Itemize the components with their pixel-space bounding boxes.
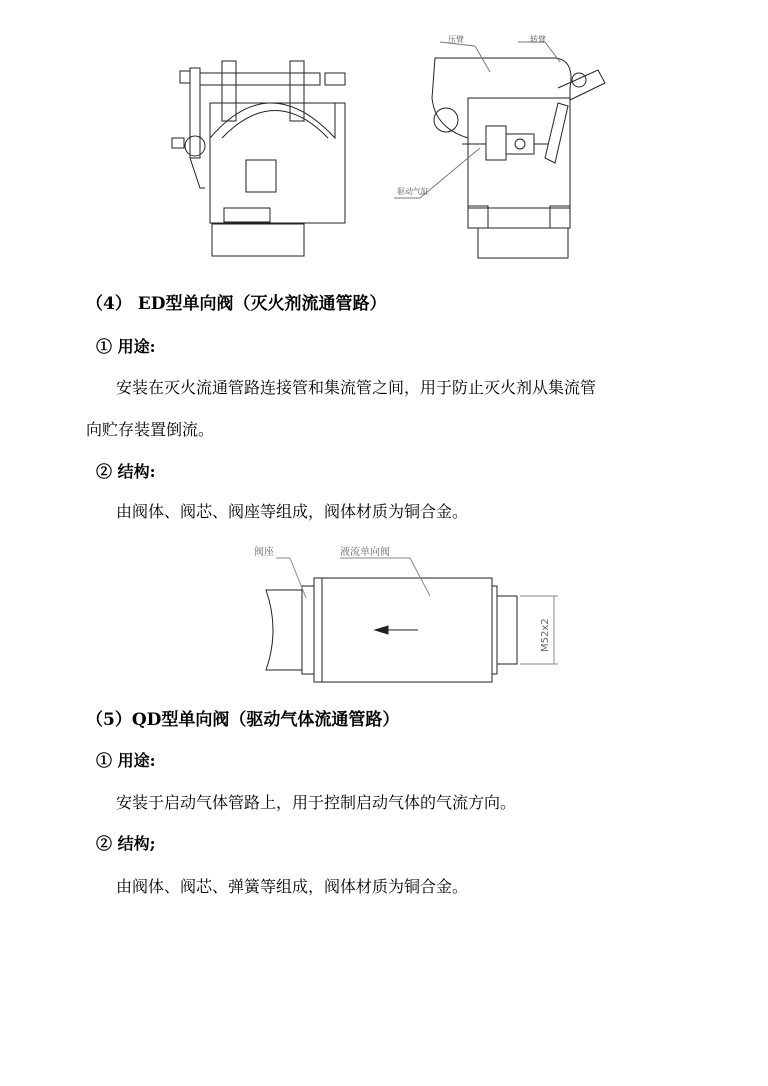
- section4-usage-line1: 安装在灭火流通管路连接管和集流管之间，用于防止灭火剂从集流管: [116, 378, 597, 397]
- section5-heading: （5）QD型单向阀（驱动气体流通管路）: [86, 710, 400, 730]
- valve-side-view: [432, 58, 605, 258]
- check-valve-drawing: [240, 540, 570, 690]
- section4-structure-title: ② 结构:: [96, 462, 156, 481]
- section5-usage-title: ① 用途:: [96, 751, 156, 770]
- label-thread: M52x2: [540, 618, 551, 652]
- section4-heading: （4） ED型单向阀（灭火剂流通管路）: [86, 294, 387, 314]
- section4-usage-line2: 向贮存装置倒流。: [86, 420, 215, 439]
- label-cylinder: 驱动气缸: [397, 187, 429, 196]
- section5-structure-text: 由阀体、阀芯、弹簧等组成，阀体材质为铜合金。: [116, 877, 469, 896]
- section5-usage-text: 安装于启动气体管路上，用于控制启动气体的气流方向。: [116, 793, 517, 812]
- section5-structure-title: ② 结构;: [96, 834, 156, 853]
- label-seat: 阀座: [254, 547, 274, 558]
- valve-drawing-figure: [150, 28, 620, 268]
- label-arm: 压臂: [448, 35, 464, 44]
- valve-front-view: [172, 61, 345, 256]
- section4-structure-text: 由阀体、阀芯、阀座等组成，阀体材质为铜合金。: [116, 502, 469, 521]
- section4-usage-title: ① 用途:: [96, 337, 156, 356]
- label-lever: 转臂: [530, 35, 546, 44]
- label-valve: 液流单向阀: [340, 547, 390, 558]
